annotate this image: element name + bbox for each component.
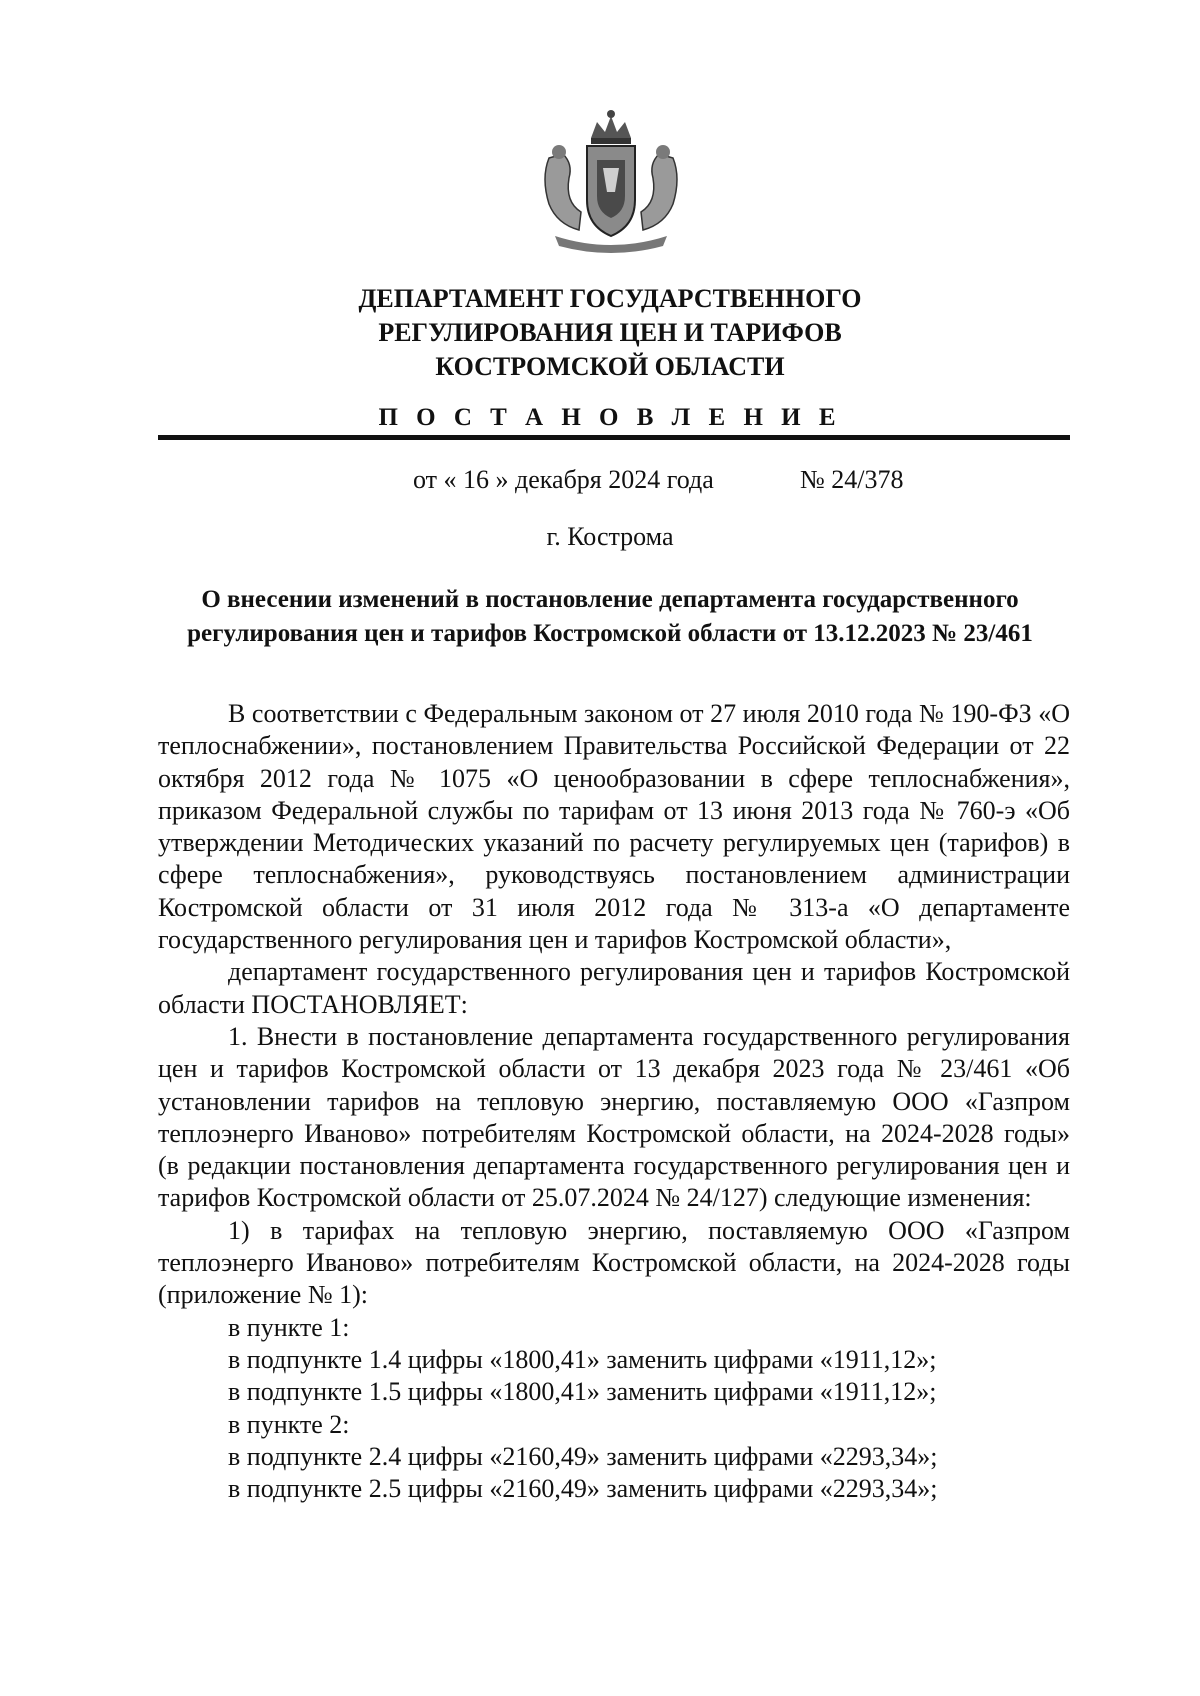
coat-of-arms-emblem <box>535 108 687 256</box>
document-title <box>150 583 1070 651</box>
organization-name <box>150 282 1070 384</box>
org-line: ДЕПАРТАМЕНТ ГОСУДАРСТВЕННОГО <box>358 284 862 313</box>
list-item: в пункте 2: <box>228 1409 350 1439</box>
header-divider <box>158 435 1070 440</box>
document-body <box>158 698 1070 1505</box>
list-item: в подпункте 1.4 цифры «1800,41» заменить цифрами «1911,12»; <box>228 1344 937 1374</box>
body-paragraph: 1) в тарифах на тепловую энергию, поставляемую ООО «Газпром теплоэнерго Иваново» потребителям Костромской области, на 2024-2028 годы (приложение № 1): <box>158 1215 1070 1310</box>
body-paragraph: В соответствии с Федеральным законом от 27 июля 2010 года № 190-ФЗ «О теплоснабжении», постановлением Правительства Российской Федерации от 22 октября 2012 года № 1075 «О ценообразовании в сфере теплоснабжения», приказом Федеральной службы по тарифам от 13 июня 2013 года № 760-э «Об утверждении Методических указаний по расчету регулируемых цен (тарифов) в сфере теплоснабжения», руководствуясь постановлением администрации Костромской области от 31 июля 2012 года № 313-а «О департаменте государственного регулирования цен и тарифов Костромской области», <box>158 699 1070 955</box>
org-line: РЕГУЛИРОВАНИЯ ЦЕН И ТАРИФОВ <box>378 318 842 347</box>
document-type: П О С Т А Н О В Л Е Н И Е <box>378 404 842 431</box>
list-item: в подпункте 1.5 цифры «1800,41» заменить цифрами «1911,12»; <box>228 1377 937 1407</box>
document-number: № 24/378 <box>800 465 904 494</box>
body-paragraph: департамент государственного регулирования цен и тарифов Костромской области ПОСТАНОВЛЯЕТ: <box>158 957 1070 1019</box>
body-paragraph: 1. Внести в постановление департамента государственного регулирования цен и тарифов Костромской области от 13 декабря 2023 года № 23/461 «Об установлении тарифов на тепловую энергию, поставляемую ООО «Газпром теплоэнерго Иваново» потребителям Костромской области, на 2024-2028 годы» (в редакции постановления департамента государственного регулирования цен и тарифов Костромской области от 25.07.2024 № 24/127) следующие изменения: <box>158 1021 1070 1213</box>
list-item: в подпункте 2.5 цифры «2160,49» заменить цифрами «2293,34»; <box>228 1474 938 1504</box>
list-item: в пункте 1: <box>228 1312 350 1342</box>
title-line: регулирования цен и тарифов Костромской области от 13.12.2023 № 23/461 <box>187 620 1033 647</box>
document-city: г. Кострома <box>546 522 674 551</box>
org-line: КОСТРОМСКОЙ ОБЛАСТИ <box>435 352 785 381</box>
list-item: в подпункте 2.4 цифры «2160,49» заменить цифрами «2293,34»; <box>228 1441 938 1471</box>
title-line: О внесении изменений в постановление департамента государственного <box>201 586 1019 613</box>
document-date: от « 16 » декабря 2024 года <box>413 465 714 494</box>
